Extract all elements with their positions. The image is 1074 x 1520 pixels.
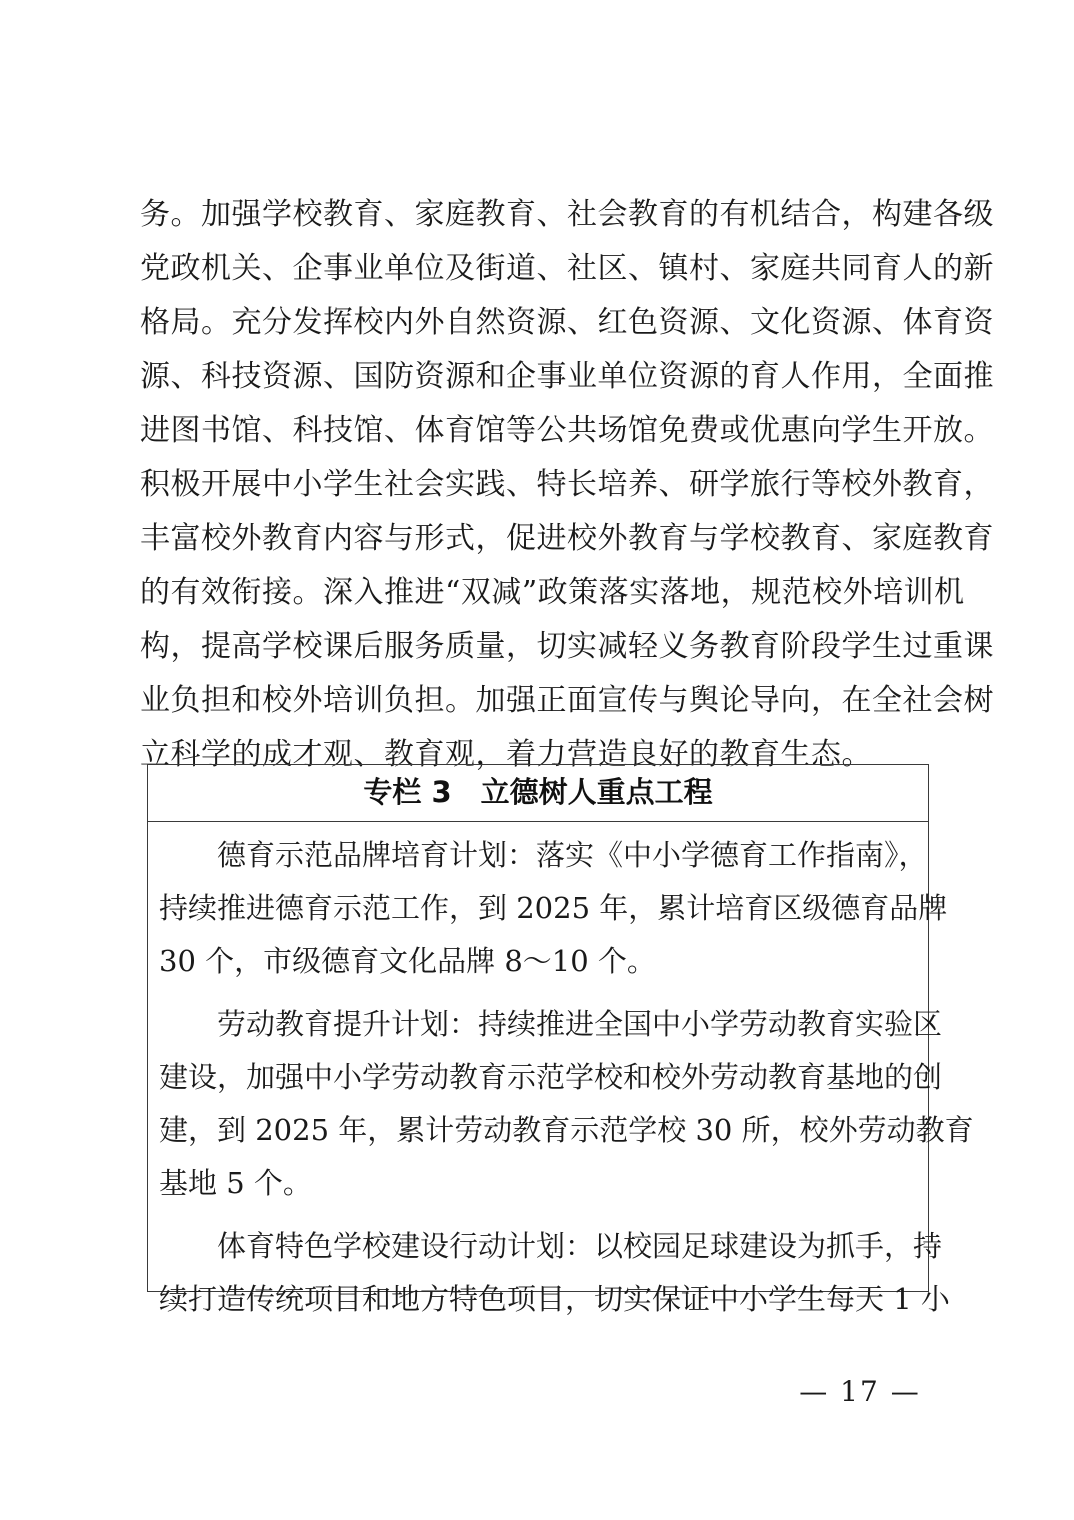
paragraph-gap <box>159 1210 917 1220</box>
body-line: 格局。充分发挥校内外自然资源、红色资源、文化资源、体育资 <box>140 305 994 340</box>
column-line: 持续推进德育示范工作，到 2025 年，累计培育区级德育品牌 <box>159 891 948 925</box>
column-line: 建，到 2025 年，累计劳动教育示范学校 30 所，校外劳动教育 <box>159 1113 974 1147</box>
column-line: 30 个，市级德育文化品牌 8～10 个。 <box>159 944 656 978</box>
column-paragraph-moral-education <box>159 829 948 988</box>
body-line: 进图书馆、科技馆、体育馆等公共场馆免费或优惠向学生开放。 <box>140 413 994 448</box>
column-title <box>148 765 928 822</box>
body-line: 源、科技资源、国防资源和企事业单位资源的育人作用，全面推 <box>140 359 994 394</box>
body-paragraph <box>140 188 994 782</box>
body-line: 务。加强学校教育、家庭教育、社会教育的有机结合，构建各级 <box>140 197 994 232</box>
column-paragraph-labor-education <box>159 998 974 1210</box>
paragraph-gap <box>159 988 917 998</box>
column-line: 德育示范品牌培育计划：落实《中小学德育工作指南》， <box>159 838 928 872</box>
column-title-text: 专栏 3 立德树人重点工程 <box>363 775 713 809</box>
body-line: 立科学的成才观、教育观，着力营造良好的教育生态。 <box>140 737 872 772</box>
column-paragraph-sports-schools <box>159 1220 950 1326</box>
column-line: 续打造传统项目和地方特色项目，切实保证中小学生每天 1 小 <box>159 1282 950 1316</box>
column-body <box>159 829 974 1326</box>
special-column-box <box>147 764 974 1316</box>
body-line: 业负担和校外培训负担。加强正面宣传与舆论导向，在全社会树 <box>140 683 994 718</box>
column-line: 建设，加强中小学劳动教育示范学校和校外劳动教育基地的创 <box>159 1060 943 1094</box>
body-line: 积极开展中小学生社会实践、特长培养、研学旅行等校外教育， <box>140 467 994 502</box>
body-line: 党政机关、企事业单位及街道、社区、镇村、家庭共同育人的新 <box>140 251 994 286</box>
column-line: 体育特色学校建设行动计划：以校园足球建设为抓手，持 <box>159 1229 943 1263</box>
column-line: 基地 5 个。 <box>159 1166 312 1200</box>
body-line: 构，提高学校课后服务质量，切实减轻义务教育阶段学生过重课 <box>140 629 994 664</box>
page-number: — 17 — <box>799 1375 921 1408</box>
body-line: 的有效衔接。深入推进“双减”政策落实落地，规范校外培训机 <box>140 575 965 610</box>
column-line: 劳动教育提升计划：持续推进全国中小学劳动教育实验区 <box>159 1007 943 1041</box>
body-line: 丰富校外教育内容与形式，促进校外教育与学校教育、家庭教育 <box>140 521 994 556</box>
